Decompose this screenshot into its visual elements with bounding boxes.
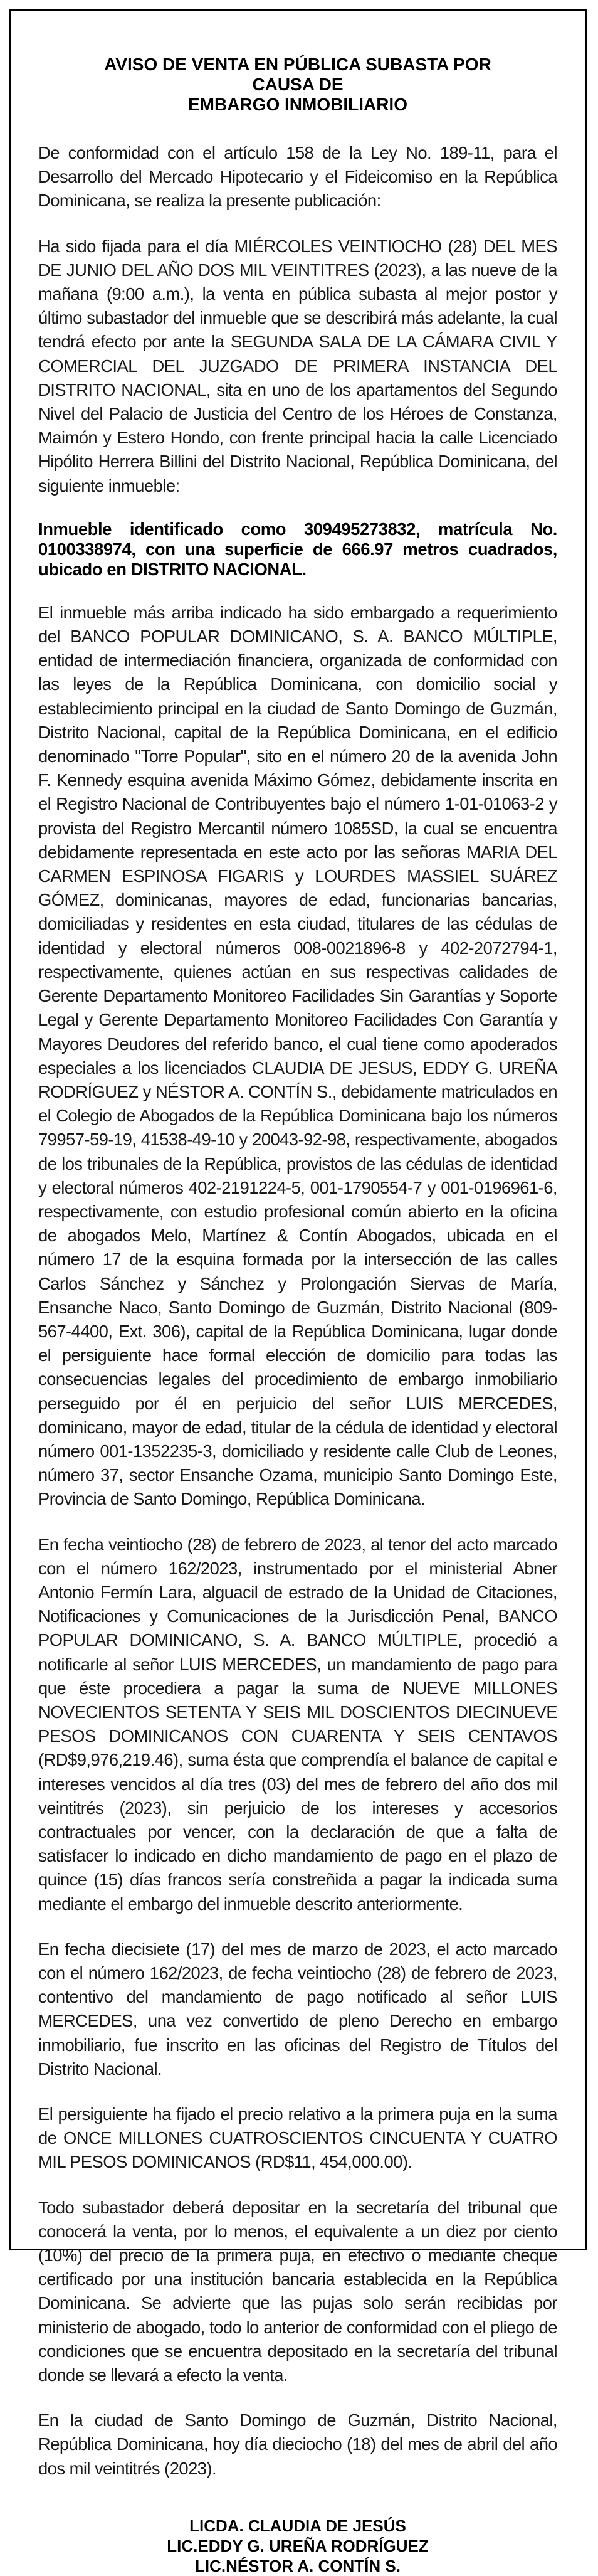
paragraph-place-date: En la ciudad de Santo Domingo de Guzmán, Distrito Nacional, República Dominicana, hoy día dieciocho (18) del mes de abril del año dos mil veintitrés (2023). <box>38 2410 557 2478</box>
notice-title-line-1: AVISO DE VENTA EN PÚBLICA SUBASTA POR CAUSA DE <box>104 55 491 94</box>
notice-frame <box>9 9 587 2575</box>
paragraph-legal-basis: De conformidad con el artículo 158 de la Ley No. 189-11, para el Desarrollo del Mercado Hipotecario y el Fideicomiso en la República Dominicana, se realiza la presente publicación: <box>38 143 557 211</box>
notice-title-line-2: EMBARGO INMOBILIARIO <box>188 95 407 114</box>
signature-eddy: LIC.EDDY G. UREÑA RODRÍGUEZ <box>167 2536 429 2555</box>
paragraph-registration: En fecha diecisiete (17) del mes de marzo de 2023, el acto marcado con el número 162/2023, de fecha veintiocho (28) de febrero de 2023, contentivo del mandamiento de pago notificado al señor LUIS MERCEDES, una vez convertido de pleno Derecho en embargo inmobiliario, fue inscrito en las oficinas del Registro de Títulos del Distrito Nacional. <box>38 1939 557 2079</box>
paragraph-seizing-party: El inmueble más arriba indicado ha sido embargado a requerimiento del BANCO POPULAR DOMINICANO, S. A. BANCO MÚLTIPLE, entidad de intermediación financiera, organizada de conformidad con las leyes de la República Dominicana, con domicilio social y establecimiento principal en la ciudad de Santo Domingo de Guzmán, Distrito Nacional, capital de la República Dominicana, en el edificio denominado "Torre Popular", sito en el número 20 de la avenida John F. Kennedy esquina avenida Máximo Gómez, debidamente inscrita en el Registro Nacional de Contribuyentes bajo el número 1-01-01063-2 y provista del Registro Mercantil número 1085SD, la cual se encuentra debidamente representada en este acto por las señoras MARIA DEL CARMEN ESPINOSA FIGARIS y LOURDES MASSIEL SUÁREZ GÓMEZ, dominicanas, mayores de edad, funcionarias bancarias, domiciliadas y residentes en esta ciudad, titulares de las cédulas de identidad y electoral números 008-0021896-8 y 402-2072794-1, respectivamente, quienes actúan en sus respectivas calidades de Gerente Departamento Monitoreo Facilidades Sin Garantías y Soporte Legal y Gerente Departamento Monitoreo Facilidades Con Garantía y Mayores Deudores del referido banco, el cual tiene como apoderados especiales a los licenciados CLAUDIA DE JESUS, EDDY G. UREÑA RODRÍGUEZ y NÉSTOR A. CONTÍN S., debidamente matriculados en el Colegio de Abogados de la República Dominicana bajo los números 79957-59-19, 41538-49-10 y 20043-92-98, respectivamente, abogados de los tribunales de la República, provistos de las cédulas de identidad y electoral números 402-2191224-5, 001-1790554-7 y 001-0196961-6, respectivamente, con estudio profesional común abierto en la oficina de abogados Melo, Martínez & Contín Abogados, ubicada en el número 17 de la esquina formada por la intersección de las calles Carlos Sánchez y Sánchez y Prolongación Siervas de María, Ensanche Naco, Santo Domingo de Guzmán, Distrito Nacional (809-567-4400, Ext. 306), capital de la República Dominicana, lugar donde el persiguiente hace formal elección de domicilio para todas las consecuencias legales del procedimiento de embargo inmobiliario perseguido por él en perjuicio del señor LUIS MERCEDES, dominicano, mayor de edad, titular de la cédula de identidad y electoral número 001-1352235-3, domiciliado y residente calle Club de Leones, número 37, sector Ensanche Ozama, municipio Santo Domingo Este, Provincia de Santo Domingo, República Dominicana. <box>38 602 557 1509</box>
paragraph-payment-order: En fecha veintiocho (28) de febrero de 2023, al tenor del acto marcado con el número 162/2023, instrumentado por el ministerial Abner Antonio Fermín Lara, alguacil de estrado de la Unidad de Citaciones, Notificaciones y Comunicaciones de la Jurisdicción Penal, BANCO POPULAR DOMINICANO, S. A. BANCO MÚLTIPLE, procedió a notificarle al señor LUIS MERCEDES, un mandamiento de pago para que éste procediera a pagar la suma de NUEVE MILLONES NOVECIENTOS SETENTA Y SEIS MIL DOSCIENTOS DIECINUEVE PESOS DOMINICANOS CON CUARENTA Y SEIS CENTAVOS (RD$9,976,219.46), suma ésta que comprendía el balance de capital e intereses vencidos al día tres (03) del mes de febrero del año dos mil veintitrés (2023), sin perjuicio de los intereses y accesorios contractuales por vencer, con la declaración de que a falta de satisfacer lo indicado en dicho mandamiento de pago en el plazo de quince (15) días francos sería constreñida a pagar la indicada suma mediante el embargo del inmueble descrito anteriormente. <box>38 1534 557 1914</box>
paragraph-first-bid-price: El persiguiente ha fijado el precio relativo a la primera puja en la suma de ONCE MILLONES CUATROSCIENTOS CINCUENTA Y CUATRO MIL PESOS DOMINICANOS (RD$11, 454,000.00). <box>38 2104 557 2172</box>
notice-title <box>76 55 520 115</box>
signature-nestor: LIC.NÉSTOR A. CONTÍN S. <box>195 2556 401 2575</box>
paragraph-auction-date: Ha sido fijada para el día MIÉRCOLES VEINTIOCHO (28) DEL MES DE JUNIO DEL AÑO DOS MIL VEINTITRES (2023), a las nueve de la mañana (9:00 a.m.), la venta en pública subasta al mejor postor y último subastador del inmueble que se describirá más adelante, la cual tendrá efecto por ante la SEGUNDA SALA DE LA CÁMARA CIVIL Y COMERCIAL DEL JUZGADO DE PRIMERA INSTANCIA DEL DISTRITO NACIONAL, sita en uno de los apartamentos del Segundo Nivel del Palacio de Justicia del Centro de los Héroes de Constanza, Maimón y Estero Hondo, con frente principal hacia la calle Licenciado Hipólito Herrera Billini del Distrito Nacional, República Dominicana, del siguiente inmueble: <box>38 236 557 496</box>
signature-claudia: LICDA. CLAUDIA DE JESÚS <box>189 2516 406 2535</box>
paragraph-property-description: Inmueble identificado como 309495273832, matrícula No. 0100338974, con una superficie de 666.97 metros cuadrados, ubicado en DISTRITO NACIONAL. <box>38 519 557 579</box>
paragraph-deposit-terms: Todo subastador deberá depositar en la secretaría del tribunal que conocerá la venta, por lo menos, el equivalente a un diez por ciento (10%) del precio de la primera puja, en efectivo o mediante cheque certificado por una institución bancaria establecida en la República Dominicana. Se advierte que las pujas solo serán recibidas por ministerio de abogado, todo lo anterior de conformidad con el pliego de condiciones que se encuentra depositado en la secretaría del tribunal donde se llevará a efecto la venta. <box>38 2197 557 2385</box>
signature-block <box>38 2516 557 2576</box>
